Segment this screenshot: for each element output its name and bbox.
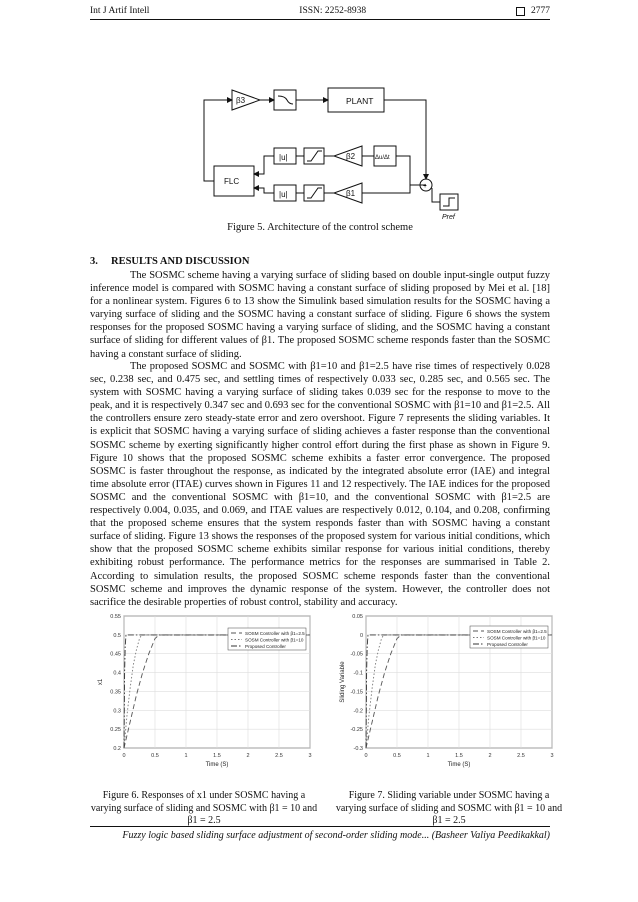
page-header: [90, 4, 550, 18]
x-axis-label: Time (S): [447, 762, 471, 768]
y-tick-label: 0: [359, 632, 363, 639]
y-axis-label: x1: [98, 678, 104, 686]
y-tick-label: -0.2: [353, 708, 363, 715]
header-rule: [90, 19, 550, 20]
y-tick-label: 0.35: [110, 689, 121, 696]
abs-label-1: |u|: [279, 153, 288, 162]
legend-label: Proposed Controller: [245, 643, 286, 649]
gain-b1-label: β1: [346, 189, 356, 198]
x-tick-label: 0: [122, 753, 126, 759]
y-tick-label: -0.05: [350, 651, 363, 658]
derivative-label: Δu/Δt: [375, 155, 390, 161]
y-tick-label: 0.2: [113, 746, 121, 752]
x-tick-label: 2: [488, 753, 492, 759]
x-tick-label: 1.5: [213, 753, 221, 759]
figure6-chart: [84, 608, 324, 783]
x-tick-label: 2.5: [517, 753, 525, 759]
gain-b2-label: β2: [346, 152, 356, 161]
y-tick-label: 0.45: [110, 651, 121, 658]
x-tick-label: 3: [308, 753, 312, 759]
y-tick-label: -0.1: [353, 670, 363, 677]
legend-label: SOSM Controller with β1=10: [245, 637, 304, 643]
y-tick-label: -0.25: [350, 727, 363, 734]
x-tick-label: 0.5: [151, 753, 159, 759]
x-axis-label: Time (S): [205, 762, 229, 768]
x-tick-label: 2.5: [275, 753, 283, 759]
paragraph-1: The SOSMC scheme having a varying surface of sliding based on double input-single output fuzzy inference model is compared with SOSMC having a constant surface of sliding proposed by Mei et al. [18] for a nonlinear system. Figures 6 to 13 show the Simulink based simulation results for the SOSMC having a varying surface of sliding and the SOSMC having a constant surface of sliding. Figure 6 shows the system responses for the proposed SOSMC having a varying surface of sliding, and the SOSMC having a constant surface of sliding for different values of β1. The proposed SOSMC scheme responds faster than the SOSMC having a constant surface of sliding.: [90, 270, 550, 360]
x-tick-label: 1.5: [455, 753, 463, 759]
pref-label: Pref: [442, 214, 455, 221]
y-axis-label: Sliding Variable: [340, 661, 346, 703]
gain-b3-label: β3: [236, 96, 246, 105]
figure5-caption: Figure 5. Architecture of the control scheme: [227, 222, 413, 233]
section-heading: 3. RESULTS AND DISCUSSION: [90, 256, 250, 267]
figure6-caption: Figure 6. Responses of x1 under SOSMC having a varying surface of sliding and SOSMC with β1 = 10 and β1 = 2.5: [90, 790, 318, 826]
y-tick-label: 0.3: [113, 708, 121, 715]
legend-label: Proposed Controller: [487, 641, 528, 647]
control-scheme-diagram: [200, 76, 470, 221]
x-tick-label: 0.5: [393, 753, 401, 759]
flc-label: FLC: [224, 177, 240, 186]
plant-label: PLANT: [346, 96, 374, 106]
x-tick-label: 1: [184, 753, 188, 759]
x-tick-label: 1: [426, 753, 430, 759]
y-tick-label: 0.5: [113, 632, 121, 639]
y-tick-label: -0.3: [353, 746, 363, 752]
legend-label: SOSM Controller with β1=2.5: [245, 630, 305, 636]
y-tick-label: 0.4: [113, 670, 121, 677]
figure7-caption: Figure 7. Sliding variable under SOSMC having a varying surface of sliding and SOSMC with β1 = 10 and β1 = 2.5: [335, 790, 563, 826]
abs-label-2: |u|: [279, 190, 288, 199]
figure7-chart: [326, 608, 566, 783]
x-tick-label: 2: [246, 753, 250, 759]
sum-label: +: [423, 183, 428, 190]
legend-label: SOSM Controller with β1=2.5: [487, 628, 547, 634]
legend-label: SOSM Controller with β1=10: [487, 635, 546, 641]
y-tick-label: 0.55: [110, 614, 121, 620]
issn: ISSN: 2252-8938: [299, 6, 367, 16]
page-number: 2777: [531, 6, 550, 16]
x-tick-label: 3: [550, 753, 554, 759]
y-tick-label: 0.05: [352, 614, 363, 620]
paragraph-2: The proposed SOSMC and SOSMC with β1=10 and β1=2.5 have rise times of respectively 0.028 sec, 0.238 sec, and 0.475 sec, and settling times of respectively 0.033 sec, 0.285 sec, and 0.565 sec. The system with SOSMC having a varying surface of sliding takes 0.039 sec for the response to move to the peak, and it is respectively 0.347 sec and 0.693 sec for the conventional SOSMC with β1=10 and β1=2.5. All the controllers ensure zero steady-state error and zero overshoot. Figure 7 represents the sliding variables. It is explicit that SOSMC having a varying surface of sliding achieves a faster response than the conventional SOSMC scheme by exerting significantly higher control effort during the first phase as shown in Figure 9. Figure 10 shows that the proposed SOSMC scheme exhibits a faster error convergence. The proposed SOSMC is faster throughout the response, as indicated by the integrated absolute error (IAE) and integral time absolute error (ITAE) curves shown in Figures 11 and 12 respectively. The IAE indices for the proposed SOSMC and the conventional SOSMC with β1=10, and the conventional SOSMC with β1=2.5 are respectively 0.004, 0.035, and 0.069, and ITAE values are respectively 0.012, 0.104, and 0.208, confirming that the proposed scheme ensures that the system responds faster than with SOSMC having a constant surface of sliding. Figure 13 shows the responses of the proposed system for various initial conditions, which show that the proposed SOSMC scheme exhibits similar response for various initial conditions, thereby exhibiting robust performance. The performance metrics for the responses are summarised in Table 2. According to simulation results, the proposed SOSMC scheme responds faster than the conventional SOSMC scheme and improves the dynamic response of the system. However, the controller does not sacrifice the desirable properties of robust control, stability and accuracy.: [90, 361, 550, 608]
page-footer: Fuzzy logic based sliding surface adjustment of second-order sliding mode... (Basheer Valiya Peedikakkal): [122, 830, 550, 841]
square-bullet-icon: [516, 7, 525, 16]
saturation-block: [274, 90, 296, 110]
x-tick-label: 0: [364, 753, 368, 759]
y-tick-label: 0.25: [110, 727, 121, 734]
footer-rule: [90, 826, 550, 827]
journal-name: Int J Artif Intell: [90, 6, 150, 16]
y-tick-label: -0.15: [350, 689, 363, 696]
